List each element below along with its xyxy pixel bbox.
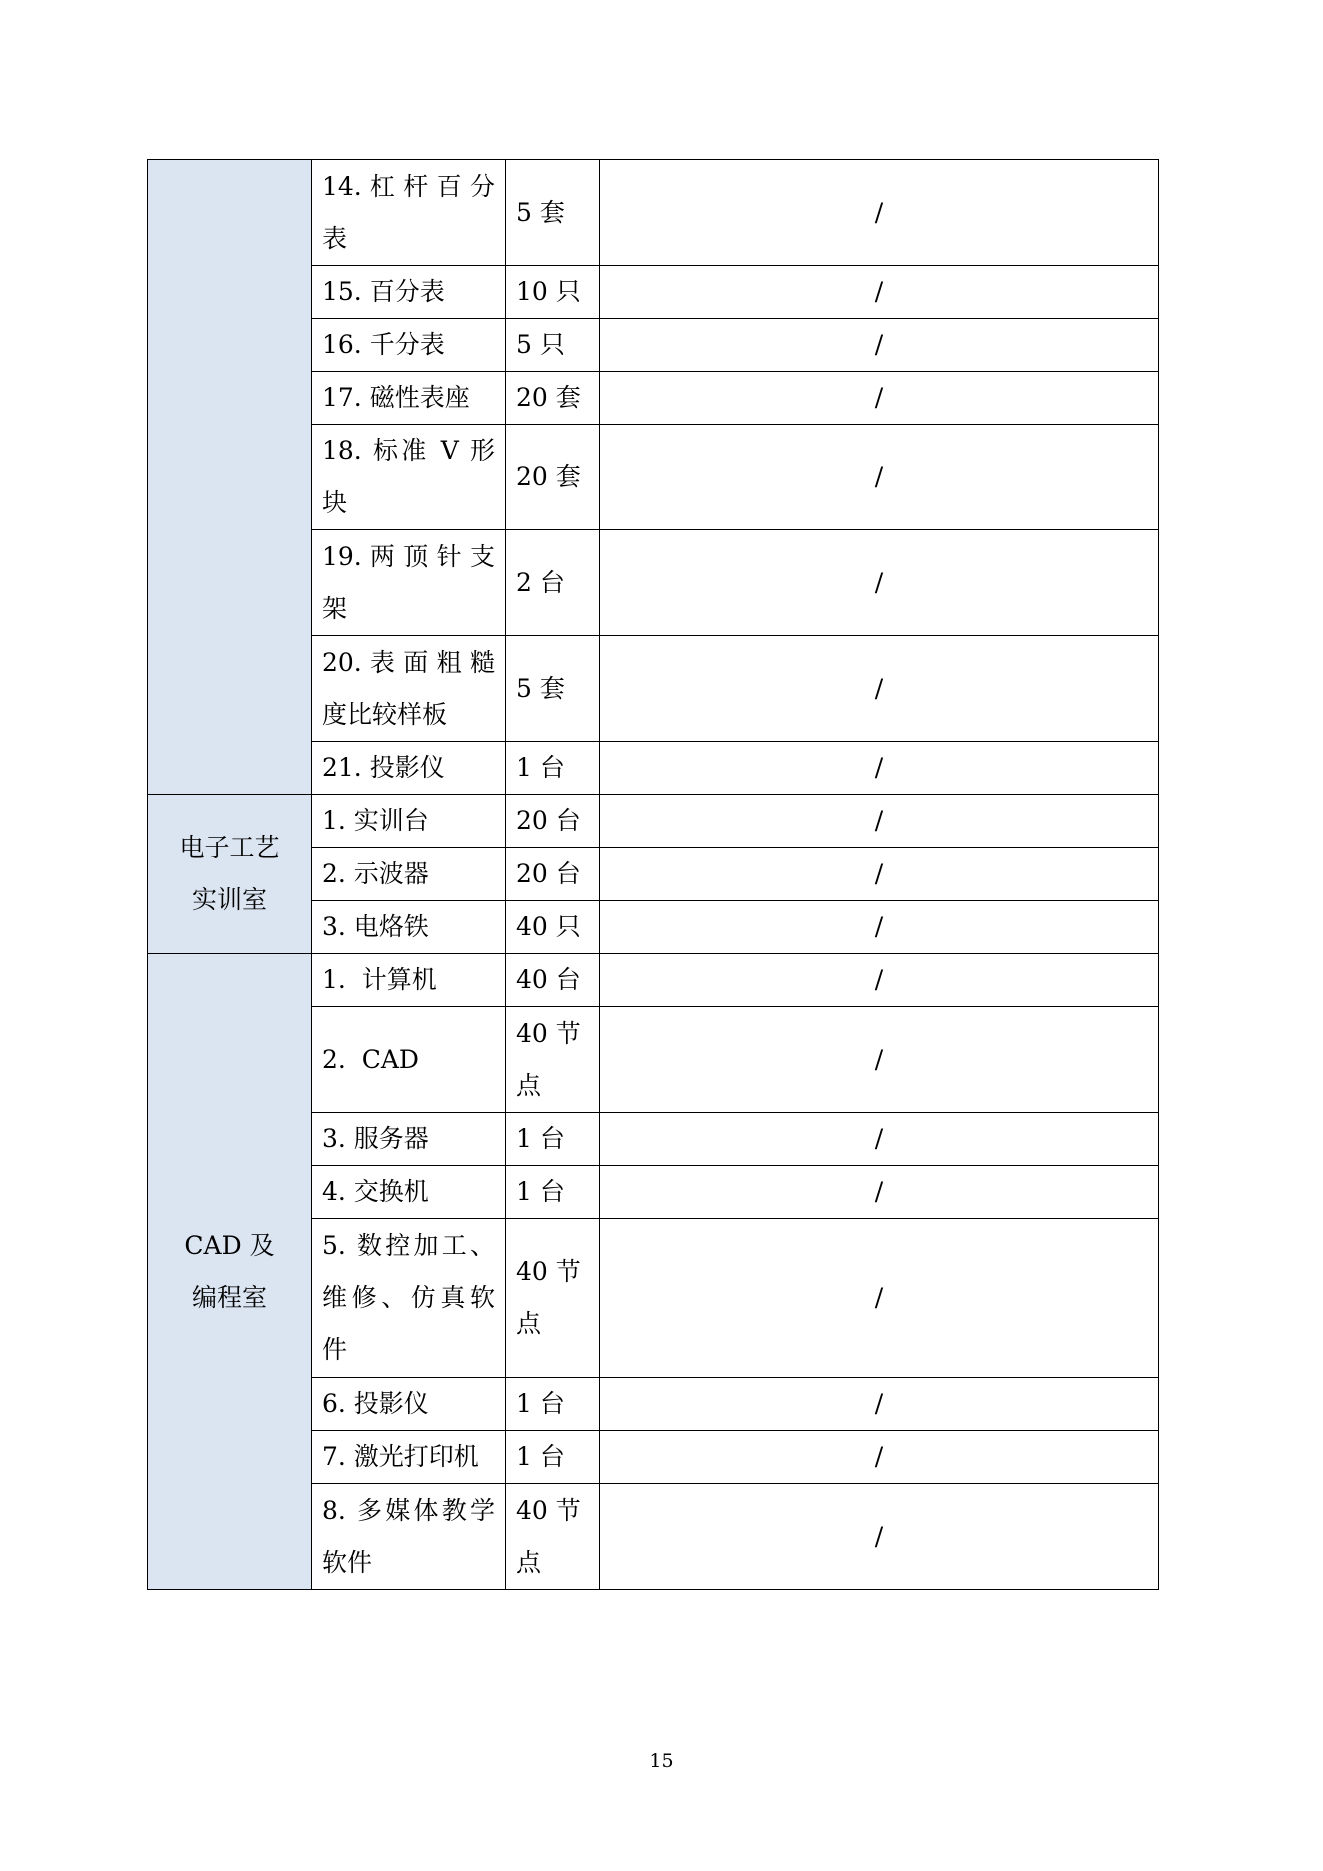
- item-note: /: [600, 1007, 1159, 1113]
- item-name: 3. 服务器: [312, 1113, 506, 1166]
- item-name: 20. 表 面 粗 糙 度比较样板: [312, 636, 506, 742]
- item-note: /: [600, 530, 1159, 636]
- item-name: 1. 实训台: [312, 795, 506, 848]
- item-name: 6. 投影仪: [312, 1378, 506, 1431]
- item-name: 14. 杠 杆 百 分 表: [312, 160, 506, 266]
- item-quantity: 20 套: [506, 372, 600, 425]
- item-quantity: 10 只: [506, 266, 600, 319]
- item-note: /: [600, 425, 1159, 530]
- item-quantity: 40 只: [506, 901, 600, 954]
- item-quantity: 5 套: [506, 160, 600, 266]
- item-quantity: 40 节点: [506, 1219, 600, 1378]
- table-row: [148, 795, 1159, 848]
- item-note: /: [600, 1219, 1159, 1378]
- page-number: 15: [649, 1750, 674, 1772]
- item-quantity: 2 台: [506, 530, 600, 636]
- item-note: /: [600, 848, 1159, 901]
- item-quantity: 20 套: [506, 425, 600, 530]
- item-note: /: [600, 1166, 1159, 1219]
- item-name: 21. 投影仪: [312, 742, 506, 795]
- item-note: /: [600, 1113, 1159, 1166]
- item-quantity: 40 台: [506, 954, 600, 1007]
- item-quantity: 1 台: [506, 742, 600, 795]
- item-name: 5. 数控加工、维修、仿真软件: [312, 1219, 506, 1378]
- item-note: /: [600, 742, 1159, 795]
- item-quantity: 5 只: [506, 319, 600, 372]
- table-row: [148, 160, 1159, 266]
- item-name: 4. 交换机: [312, 1166, 506, 1219]
- item-name: 8. 多媒体教学软件: [312, 1484, 506, 1590]
- item-name: 15. 百分表: [312, 266, 506, 319]
- item-quantity: 1 台: [506, 1113, 600, 1166]
- item-note: /: [600, 636, 1159, 742]
- item-note: /: [600, 1378, 1159, 1431]
- equipment-table: [147, 159, 1159, 1590]
- item-note: /: [600, 1431, 1159, 1484]
- room-cell: CAD 及编程室: [148, 954, 312, 1590]
- item-quantity: 20 台: [506, 795, 600, 848]
- table-row: [148, 954, 1159, 1007]
- item-note: /: [600, 319, 1159, 372]
- room-cell: [148, 160, 312, 795]
- item-note: /: [600, 954, 1159, 1007]
- item-note: /: [600, 160, 1159, 266]
- room-cell: 电子工艺实训室: [148, 795, 312, 954]
- item-name: 2. 示波器: [312, 848, 506, 901]
- item-name: 1. 计算机: [312, 954, 506, 1007]
- item-name: 16. 千分表: [312, 319, 506, 372]
- item-name: 19. 两 顶 针 支 架: [312, 530, 506, 636]
- item-name: 3. 电烙铁: [312, 901, 506, 954]
- item-quantity: 1 台: [506, 1431, 600, 1484]
- item-quantity: 1 台: [506, 1378, 600, 1431]
- item-name: 7. 激光打印机: [312, 1431, 506, 1484]
- item-note: /: [600, 372, 1159, 425]
- item-note: /: [600, 901, 1159, 954]
- item-quantity: 20 台: [506, 848, 600, 901]
- item-name: 18. 标准 V 形块: [312, 425, 506, 530]
- item-note: /: [600, 266, 1159, 319]
- item-quantity: 40 节点: [506, 1007, 600, 1113]
- item-name: 2. CAD: [312, 1007, 506, 1113]
- item-quantity: 40 节点: [506, 1484, 600, 1590]
- item-note: /: [600, 1484, 1159, 1590]
- item-quantity: 1 台: [506, 1166, 600, 1219]
- item-note: /: [600, 795, 1159, 848]
- item-quantity: 5 套: [506, 636, 600, 742]
- item-name: 17. 磁性表座: [312, 372, 506, 425]
